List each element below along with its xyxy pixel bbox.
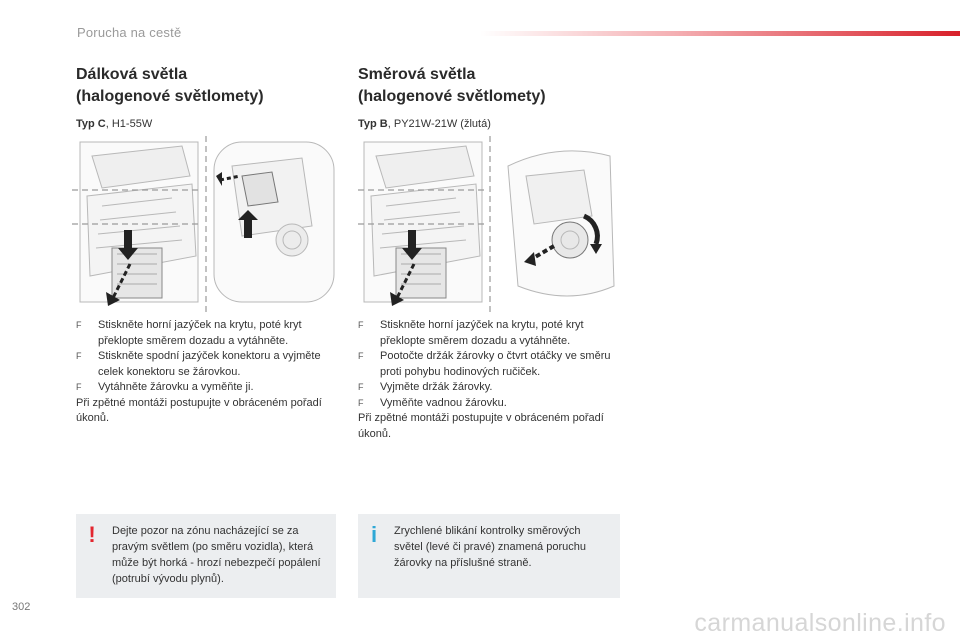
right-section [358, 64, 620, 130]
list-item: F Vyměňte vadnou žárovku. [358, 396, 620, 412]
watermark: carmanualsonline.info [694, 609, 946, 637]
list-item: F Vytáhněte žárovku a vyměňte ji. [76, 380, 338, 396]
list-item: F Pootočte držák žárovky o čtvrt otáčky ve směru proti pohybu hodinových ručiček. [358, 350, 611, 378]
warning-text: Dejte pozor na zónu nacházející se za pravým světlem (po směru vozidla), která může být horká - hrozí nebezpečí popálení (potrubí vývodu plynů). [112, 525, 321, 585]
bullet-icon: F [358, 397, 364, 408]
list-item: F Vyjměte držák žárovky. [358, 380, 620, 396]
list-item: F Stiskněte horní jazýček na krytu, poté kryt překlopte směrem dozadu a vytáhněte. [358, 319, 584, 347]
indicator-illustration-right [358, 136, 624, 316]
left-section [76, 64, 338, 130]
bullet-icon: F [358, 351, 364, 361]
info-box [358, 514, 620, 598]
bullet-icon: F [76, 351, 82, 361]
bullet-icon: F [76, 382, 82, 392]
left-type: Typ C, H1-55W [76, 118, 153, 130]
left-steps [76, 318, 338, 427]
info-icon: i [370, 522, 378, 547]
bullet-icon: F [358, 382, 364, 392]
bullet-icon: F [76, 320, 82, 330]
left-title: Dálková světla (halogenové světlomety) [76, 66, 264, 105]
warning-icon: ! [88, 522, 96, 547]
warning-box [76, 514, 336, 598]
list-item: F Stiskněte spodní jazýček konektoru a vyjměte celek konektoru se žárovkou. [76, 350, 321, 378]
page-number: 302 [12, 601, 31, 613]
right-type: Typ B, PY21W-21W (žlutá) [358, 118, 491, 130]
right-steps [358, 318, 620, 442]
header-title: Porucha na cestě [77, 25, 182, 40]
info-text: Zrychlené blikání kontrolky směrových světel (levé či pravé) znamená poruchu žárovky na příslušné straně. [394, 525, 586, 569]
bullet-icon: F [358, 320, 364, 330]
header-accent-bar [480, 31, 960, 36]
left-note: Při zpětné montáži postupujte v obráceném pořadí úkonů. [76, 396, 322, 424]
headlamp-illustration-left [72, 136, 338, 316]
right-note: Při zpětné montáži postupujte v obráceném pořadí úkonů. [358, 412, 604, 440]
right-title: Směrová světla (halogenové světlomety) [358, 66, 546, 105]
list-item: F Stiskněte horní jazýček na krytu, poté kryt překlopte směrem dozadu a vytáhněte. [76, 319, 302, 347]
